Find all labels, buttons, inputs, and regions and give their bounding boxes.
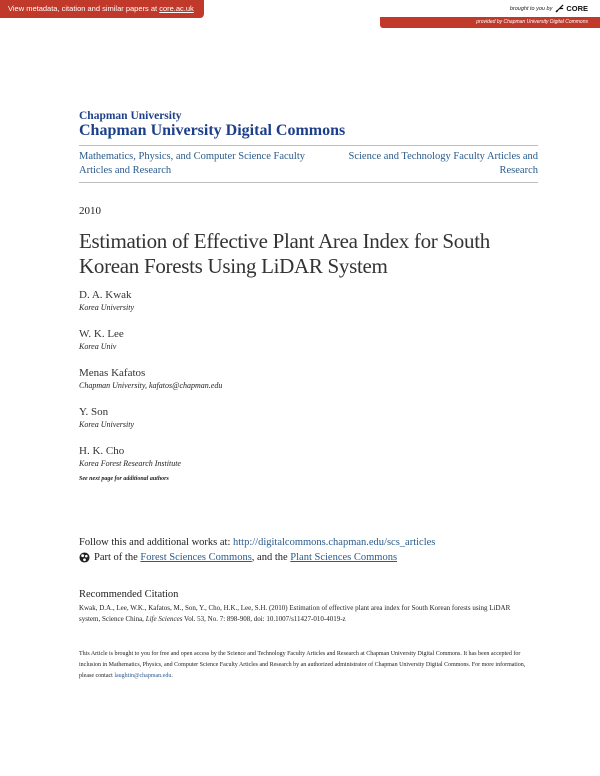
author-name: D. A. Kwak [79, 289, 132, 301]
author-name: H. K. Cho [79, 445, 125, 457]
core-link[interactable]: core.ac.uk [159, 4, 194, 13]
brought-by-text: brought to you by [509, 5, 553, 12]
citation-text [79, 603, 519, 625]
institution-name[interactable]: Chapman University [79, 110, 182, 122]
citation-journal: Life Sciences [145, 615, 183, 623]
repository-name[interactable]: Chapman University Digital Commons [79, 122, 346, 139]
core-metadata-banner[interactable] [0, 0, 204, 18]
author-entry [79, 289, 222, 313]
core-logo-icon [555, 4, 564, 13]
follow-prefix: Follow this and additional works at: [79, 537, 233, 548]
author-affiliation: Korea University [79, 420, 135, 429]
core-logo-text: CORE [566, 4, 588, 13]
part-of-prefix: Part of the [94, 552, 141, 563]
header-divider-top [79, 145, 538, 146]
plant-sciences-link[interactable]: Plant Sciences Commons [290, 552, 398, 563]
citation-part-a: Kwak, D.A., Lee, W.K., Kafatos, M., Son, Y., Cho, H.K., Lee, S.H. (2010) Estimation of effective plant area index for South Korean forests using LiDAR system, Science China, [79, 604, 511, 623]
network-icon [79, 552, 90, 563]
core-logo[interactable] [555, 4, 588, 13]
header-divider-bottom [79, 182, 538, 183]
author-entry [79, 328, 222, 352]
part-of-middle: , and the [251, 552, 291, 563]
author-affiliation: Korea Univ [79, 342, 117, 351]
author-list [79, 289, 222, 484]
collection-url-link[interactable]: http://digitalcommons.chapman.edu/scs_articles [233, 537, 436, 548]
citation-part-b: Vol. 53, No. 7: 898-908, doi: 10.1007/s11427-010-4019-z [182, 615, 346, 623]
author-affiliation: Korea Forest Research Institute [79, 459, 181, 468]
author-entry [79, 445, 222, 469]
author-name: Y. Son [79, 406, 109, 418]
part-of-line [79, 552, 397, 563]
provided-by-banner[interactable]: provided by Chapman University Digital Commons [380, 17, 600, 28]
more-authors-note: See next page for additional authors [79, 476, 169, 482]
publication-year: 2010 [79, 205, 101, 217]
author-entry [79, 367, 222, 391]
article-title: Estimation of Effective Plant Area Index for South Korean Forests Using LiDAR System [79, 229, 490, 278]
core-banner-text: View metadata, citation and similar papers at [8, 4, 160, 13]
follow-line [79, 537, 435, 548]
author-name: W. K. Lee [79, 328, 124, 340]
brought-to-you-by [510, 4, 588, 13]
author-name: Menas Kafatos [79, 367, 146, 379]
author-entry [79, 406, 222, 430]
author-affiliation: Korea University [79, 303, 135, 312]
contact-email-link[interactable]: laughtin@chapman.edu [114, 673, 172, 679]
collection-link-right[interactable]: Science and Technology Faculty Articles and Research [348, 151, 538, 176]
access-notice [79, 649, 529, 682]
forest-sciences-link[interactable]: Forest Sciences Commons [140, 552, 252, 563]
notice-end: . [171, 673, 173, 679]
notice-text: This Article is brought to you for free and open access by the Science and Technology Faculty Articles and Research at Chapman University Digital Commons. It has been accepted for inclusion in Mathematics, Physics, and Computer Science Faculty Articles and Research by an authorized administrator of Chapman University Digital Commons. For more information, please contact [79, 651, 526, 679]
author-affiliation: Chapman University, kafatos@chapman.edu [79, 381, 223, 390]
recommended-citation-heading: Recommended Citation [79, 589, 179, 600]
collection-link-left[interactable]: Mathematics, Physics, and Computer Science Faculty Articles and Research [79, 151, 305, 176]
